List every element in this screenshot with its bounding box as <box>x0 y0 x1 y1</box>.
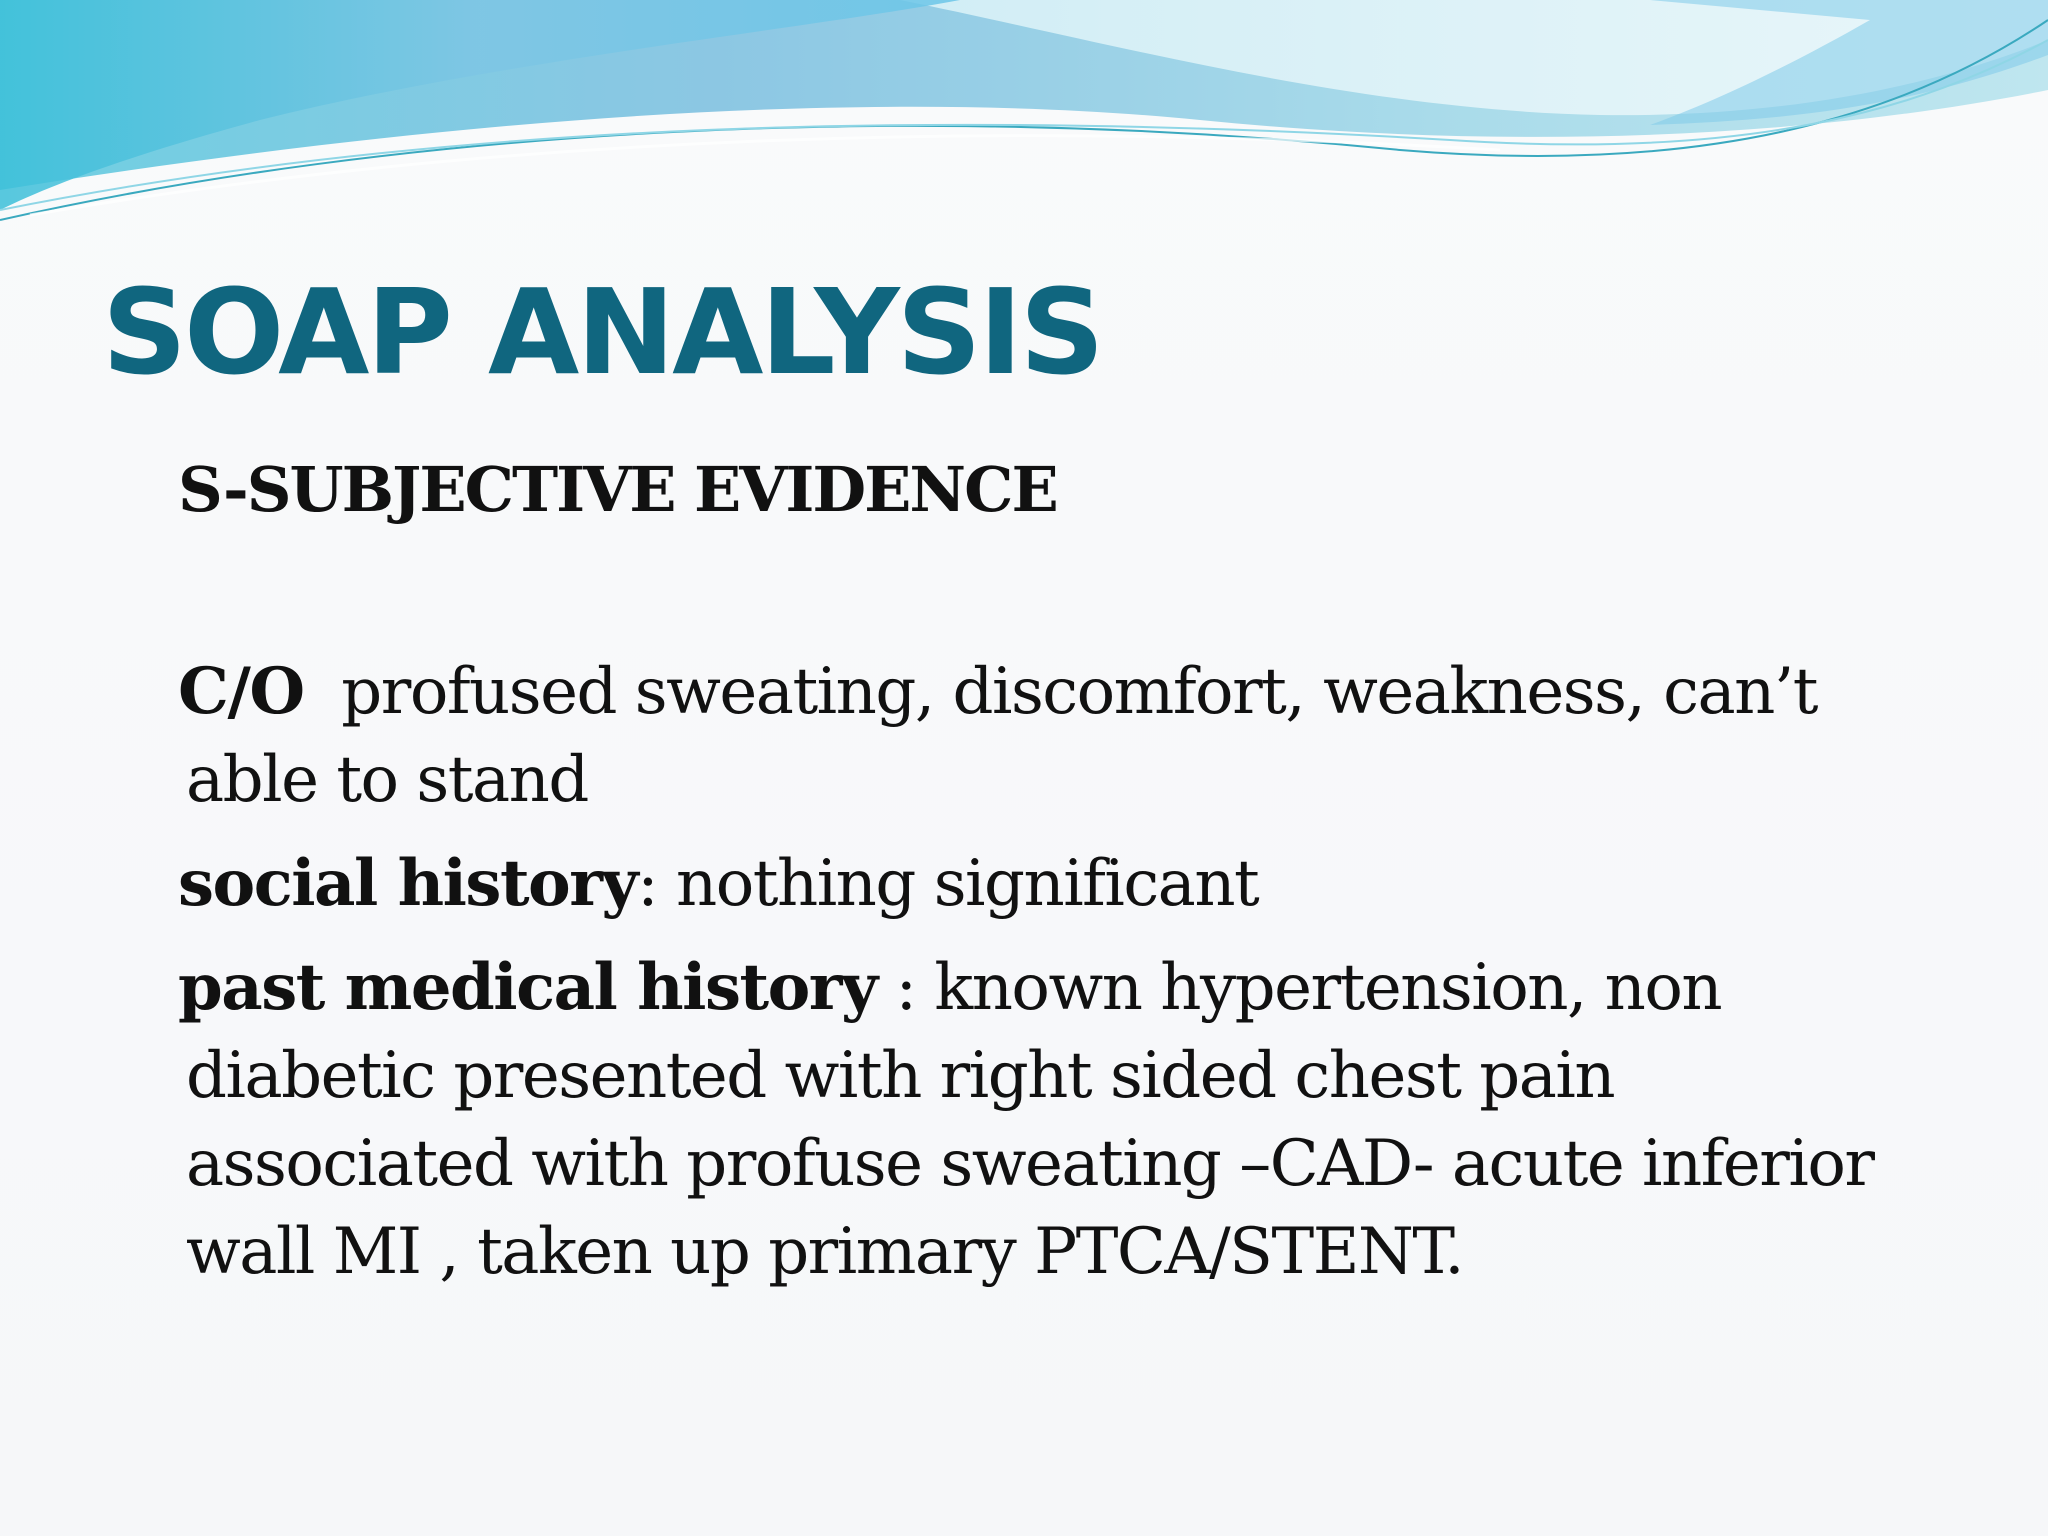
past-medical-history-paragraph <box>178 944 1978 1296</box>
past-medical-history-line3: associated with profuse sweating –CAD- acute inferior <box>186 1127 1874 1201</box>
complaint-paragraph <box>178 648 1978 824</box>
decorative-wave-header <box>0 0 2048 260</box>
complaint-label: C/O <box>178 654 304 729</box>
past-medical-history-line1: : known hypertension, non <box>876 951 1722 1025</box>
complaint-text-line1: profused sweating, discomfort, weakness, can’t <box>303 655 1817 729</box>
past-medical-history-line2: diabetic presented with right sided chest pain <box>186 1039 1615 1113</box>
complaint-text-line2: able to stand <box>186 743 588 817</box>
section-heading: S-SUBJECTIVE EVIDENCE <box>178 453 1057 526</box>
social-history-label: social history <box>178 846 638 921</box>
social-history-text: : nothing significant <box>637 847 1259 921</box>
social-history-paragraph <box>178 840 1978 928</box>
past-medical-history-line4: wall MI , taken up primary PTCA/STENT. <box>186 1215 1464 1289</box>
past-medical-history-label: past medical history <box>178 950 877 1025</box>
slide-title: SOAP ANALYSIS <box>102 263 1102 401</box>
slide-content <box>178 450 1978 1296</box>
